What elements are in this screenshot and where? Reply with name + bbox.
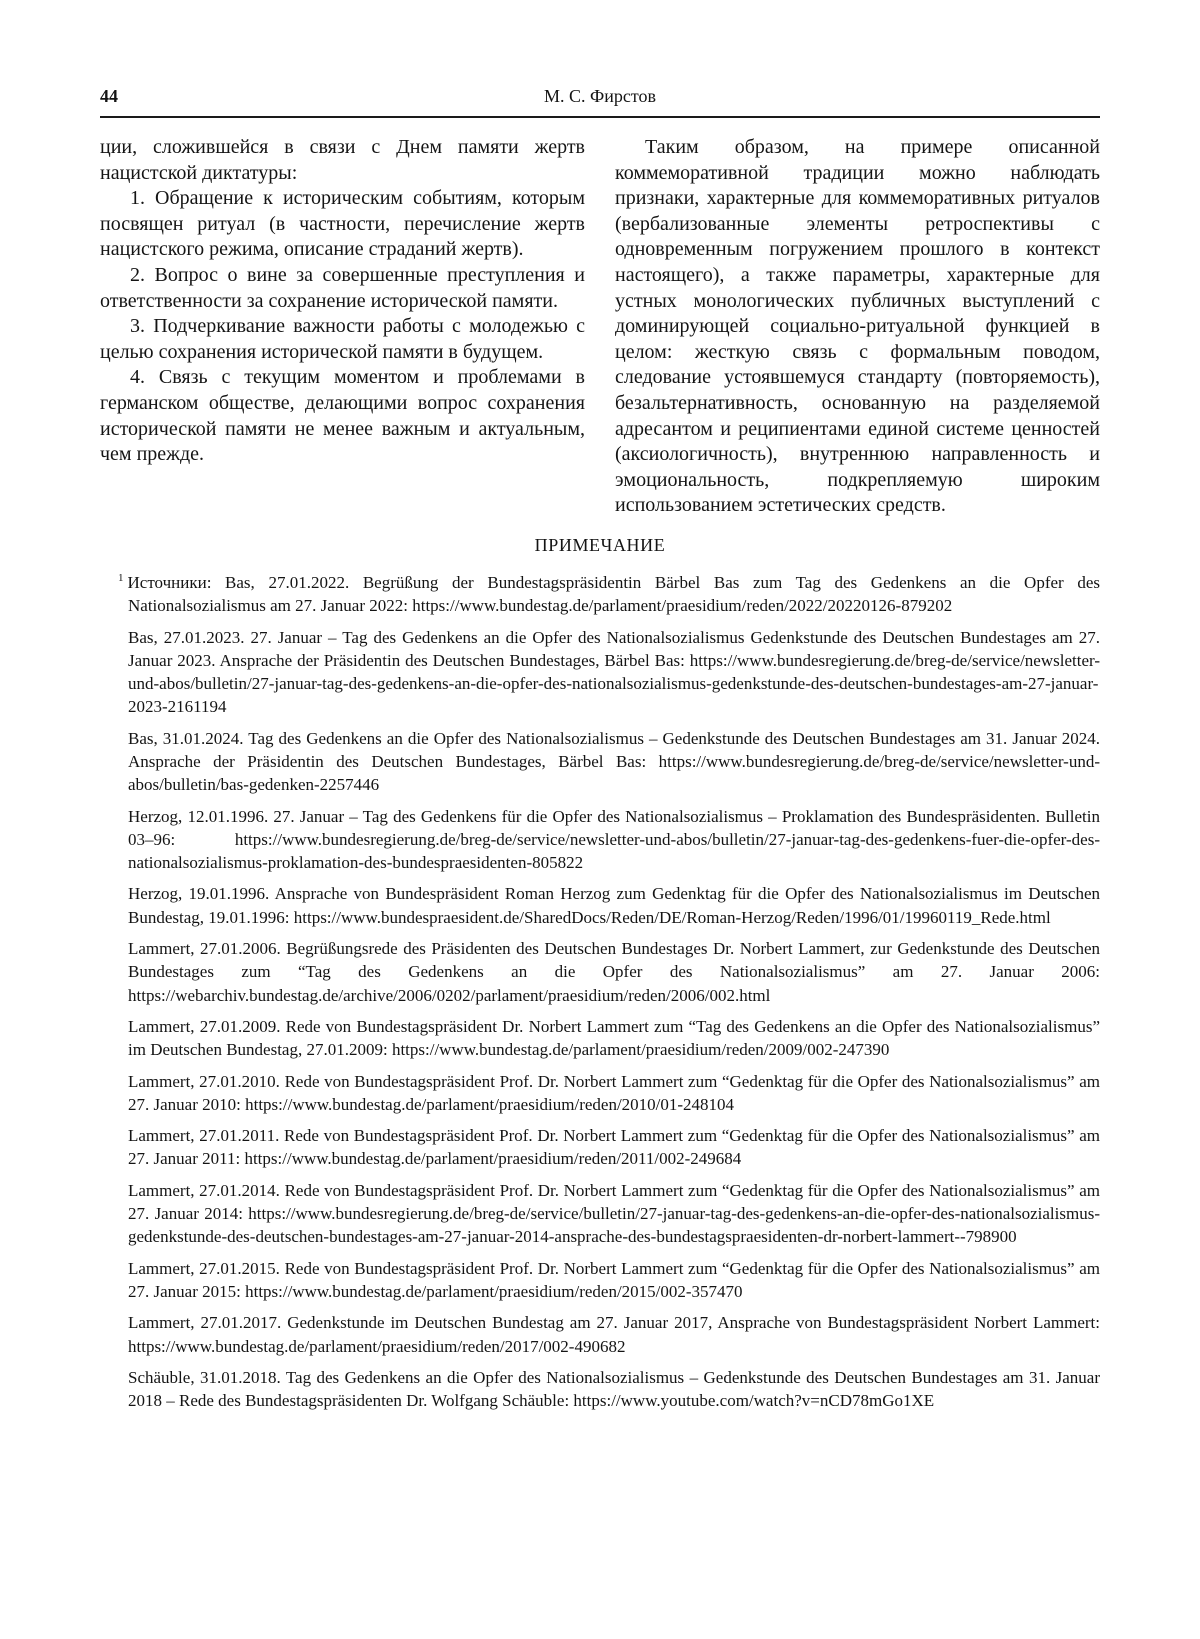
body-columns: [100, 135, 1100, 519]
note-item: Herzog, 12.01.1996. 27. Januar – Tag des Gedenkens für die Opfer des Nationalsozialismus – Proklamation des Bundespräsidenten. Bulletin 03–96: https://www.bundesregierung.de/breg-de/service/newsletter-und-abos/bulletin/27-januar-tag-des-gedenkens-fuer-die-opfer-des-nationalsozialismus-proklamation-des-bundespraesidenten-805822: [128, 806, 1100, 873]
page-header: [100, 84, 1100, 108]
note-item: Lammert, 27.01.2015. Rede von Bundestagspräsident Prof. Dr. Norbert Lammert zum “Gedenktag für die Opfer des Nationalsozialismus” am 27. Januar 2015: https://www.bundestag.de/parlament/praesidium/reden/2015/002-357470: [128, 1258, 1100, 1301]
right-column: [615, 135, 1100, 519]
note-text: Источники: Bas, 27.01.2022. Begrüßung der Bundestagspräsidentin Bärbel Bas zum Tag des Gedenkens an die Opfer des Nationalsozialismus am 27. Januar 2022: https://www.bundestag.de/parlament/praesidium/reden/2022/20220126-879202: [127, 572, 1100, 616]
body-paragraph: 3. Подчеркивание важности работы с молодежью с целью сохранения исторической памяти в будущем.: [100, 315, 585, 363]
header-rule: [100, 116, 1100, 118]
notes-section: [118, 571, 1100, 1413]
note-item: [118, 571, 1100, 618]
note-item: Bas, 27.01.2023. 27. Januar – Tag des Gedenkens an die Opfer des Nationalsozialismus Gedenkstunde des Deutschen Bundestages am 27. Januar 2023. Ansprache der Präsidentin des Deutschen Bundestages, Bärbel Bas: https://www.bundesregierung.de/breg-de/service/newsletter-und-abos/bulletin/27-januar-tag-des-gedenkens-an-die-opfer-des-nationalsozialismus-gedenkstunde-des-deutschen-bundestages-am-27-januar-2023-2161194: [128, 627, 1100, 717]
note-item: Schäuble, 31.01.2018. Tag des Gedenkens an die Opfer des Nationalsozialismus – Gedenkstunde des Deutschen Bundestages am 31. Januar 2018 – Rede des Bundestagspräsidenten Dr. Wolfgang Schäuble: https://www.youtube.com/watch?v=nCD78mGo1XE: [128, 1367, 1100, 1411]
body-paragraph: ции, сложившейся в связи с Днем памяти жертв нацистской диктатуры:: [100, 136, 585, 184]
note-item: Lammert, 27.01.2010. Rede von Bundestagspräsident Prof. Dr. Norbert Lammert zum “Gedenktag für die Opfer des Nationalsozialismus” am 27. Januar 2010: https://www.bundestag.de/parlament/praesidium/reden/2010/01-248104: [128, 1071, 1100, 1114]
body-paragraph: 2. Вопрос о вине за совершенные преступления и ответственности за сохранение исторической памяти.: [100, 263, 585, 312]
notes-heading: ПРИМЕЧАНИЕ: [534, 534, 666, 555]
note-item: Bas, 31.01.2024. Tag des Gedenkens an die Opfer des Nationalsozialismus – Gedenkstunde des Deutschen Bundestages am 31. Januar 2024. Ansprache der Präsidentin des Deutschen Bundestages, Bärbel Bas: https://www.bundesregierung.de/breg-de/service/newsletter-und-abos/bulletin/bas-gedenken-2257446: [128, 728, 1100, 795]
body-paragraph: 1. Обращение к историческим событиям, которым посвящен ритуал (в частности, перечисление жертв нацистского режима, описание страданий жертв).: [100, 187, 585, 261]
note-item: Lammert, 27.01.2011. Rede von Bundestagspräsident Prof. Dr. Norbert Lammert zum “Gedenktag für die Opfer des Nationalsozialismus” am 27. Januar 2011: https://www.bundestag.de/parlament/praesidium/reden/2011/002-249684: [128, 1126, 1100, 1169]
running-head: М. С. Фирстов: [544, 86, 656, 106]
note-item: Lammert, 27.01.2009. Rede von Bundestagspräsident Dr. Norbert Lammert zum “Tag des Gedenkens an die Opfer des Nationalsozialismus” im Deutschen Bundestag, 27.01.2009: https://www.bundestag.de/parlament/praesidium/reden/2009/002-247390: [128, 1016, 1100, 1060]
note-item: Lammert, 27.01.2017. Gedenkstunde im Deutschen Bundestag am 27. Januar 2017, Ansprache von Bundestagspräsident Norbert Lammert: https://www.bundestag.de/parlament/praesidium/reden/2017/002-490682: [128, 1313, 1100, 1356]
footnote-marker: 1: [118, 572, 124, 585]
left-column: [100, 135, 585, 519]
note-item: Lammert, 27.01.2014. Rede von Bundestagspräsident Prof. Dr. Norbert Lammert zum “Gedenktag für die Opfer des Nationalsozialismus” am 27. Januar 2014: https://www.bundesregierung.de/breg-de/service/bulletin/27-januar-tag-des-gedenkens-an-die-opfer-des-nationalsozialismus-gedenkstunde-des-deutschen-bundestages-am-27-januar-2014-ansprache-des-bundestagspraesidenten-dr-norbert-lammert--798900: [128, 1180, 1100, 1247]
page-number: 44: [100, 86, 118, 106]
note-item: Herzog, 19.01.1996. Ansprache von Bundespräsident Roman Herzog zum Gedenktag für die Opfer des Nationalsozialismus im Deutschen Bundestag, 19.01.1996: https://www.bundespraesident.de/SharedDocs/Reden/DE/Roman-Herzog/Reden/1996/01/19960119_Rede.html: [128, 884, 1100, 927]
body-paragraph: Таким образом, на примере описанной коммеморативной традиции можно наблюдать признаки, характерные для коммеморативных ритуалов (вербализованные элементы ретроспективы с одновременным погружением прошлого в контекст настоящего), а также параметры, характерные для устных монологических публичных выступлений с доминирующей социально-ритуальной функцией в целом: жесткую связь с формальным поводом, следование устоявшемуся стандарту (повторяемость), безальтернативность, основанную на разделяемой адресантом и реципиентами единой системе ценностей (аксиологичность), внутреннюю направленность и эмоциональность, подкрепляемую широким использованием эстетических средств.: [615, 136, 1100, 517]
note-item: Lammert, 27.01.2006. Begrüßungsrede des Präsidenten des Deutschen Bundestages Dr. Norbert Lammert, zur Gedenkstunde des Deutschen Bundestages zum “Tag des Gedenkens an die Opfer des Nationalsozialismus” am 27. Januar 2006: https://webarchiv.bundestag.de/archive/2006/0202/parlament/praesidium/reden/2006/002.html: [128, 939, 1100, 1005]
body-paragraph: 4. Связь с текущим моментом и проблемами в германском обществе, делающими вопрос сохранения исторической памяти не менее важным и актуальным, чем прежде.: [100, 366, 585, 466]
